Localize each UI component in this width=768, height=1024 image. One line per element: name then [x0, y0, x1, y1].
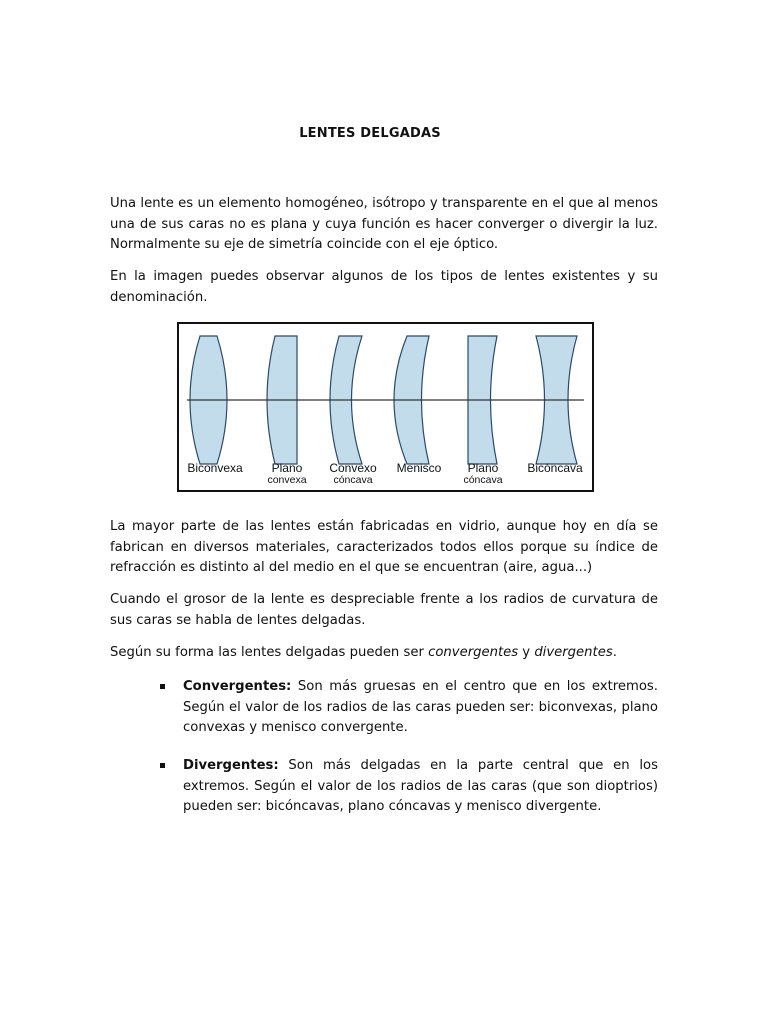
label-plano-concava-1: Plano	[467, 461, 499, 475]
list-item	[158, 677, 658, 739]
classification-middle: y	[518, 645, 535, 660]
square-bullet-icon	[160, 763, 165, 768]
label-plano-convexa-1: Plano	[271, 461, 303, 475]
classification-after: .	[612, 645, 617, 660]
bullet-text: Son más delgadas en la parte central que en los extremos. Según el valor de los radios de las caras (que son dioptrios) pueden ser: bicóncavas, plano cóncavas y menisco divergente.	[183, 758, 658, 814]
label-plano-convexa-2: convexa	[267, 474, 307, 486]
label-menisco: Menisco	[396, 461, 442, 475]
bullet-list-divergentes	[158, 756, 658, 818]
lens-types-figure	[177, 322, 594, 492]
bullet-term: Convergentes:	[183, 679, 292, 694]
label-biconvexa: Biconvexa	[187, 461, 243, 475]
term-divergentes: divergentes	[534, 645, 613, 660]
bullet-term: Divergentes:	[183, 758, 279, 773]
paragraph-materials: La mayor parte de las lentes están fabricadas en vidrio, aunque hoy en día se fabrican en diversos materiales, caracterizados todos ellos porque su índice de refracción es distinto al del medio en el que se encuentran (aire, agua...)	[110, 519, 658, 575]
classification-before: Según su forma las lentes delgadas pueden ser	[110, 645, 429, 660]
page-title: LENTES DELGADAS	[299, 126, 441, 141]
paragraph-image-intro: En la imagen puedes observar algunos de los tipos de lentes existentes y su denominación.	[110, 269, 658, 305]
bullet-text: Son más gruesas en el centro que en los extremos. Según el valor de los radios de las caras pueden ser: biconvexas, plano convexas y menisco convergente.	[183, 679, 658, 735]
list-item	[158, 756, 658, 818]
label-biconcava: Bicóncava	[527, 461, 583, 475]
lens-diagram	[179, 324, 592, 490]
label-convexo-concava-1: Convexo	[329, 461, 377, 475]
label-plano-concava-2: cóncava	[463, 474, 503, 486]
bullet-list-convergentes	[158, 677, 658, 739]
paragraph-thin-lenses: Cuando el grosor de la lente es despreciable frente a los radios de curvatura de sus caras se habla de lentes delgadas.	[110, 592, 658, 628]
term-convergentes: convergentes	[428, 645, 519, 660]
paragraph-classification	[110, 643, 658, 664]
label-convexo-concava-2: cóncava	[333, 474, 373, 486]
paragraph-definition: Una lente es un elemento homogéneo, isótropo y transparente en el que al menos una de sus caras no es plana y cuya función es hacer converger o divergir la luz. Normalmente su eje de simetría coincide con el eje óptico.	[110, 196, 658, 252]
square-bullet-icon	[160, 684, 165, 689]
